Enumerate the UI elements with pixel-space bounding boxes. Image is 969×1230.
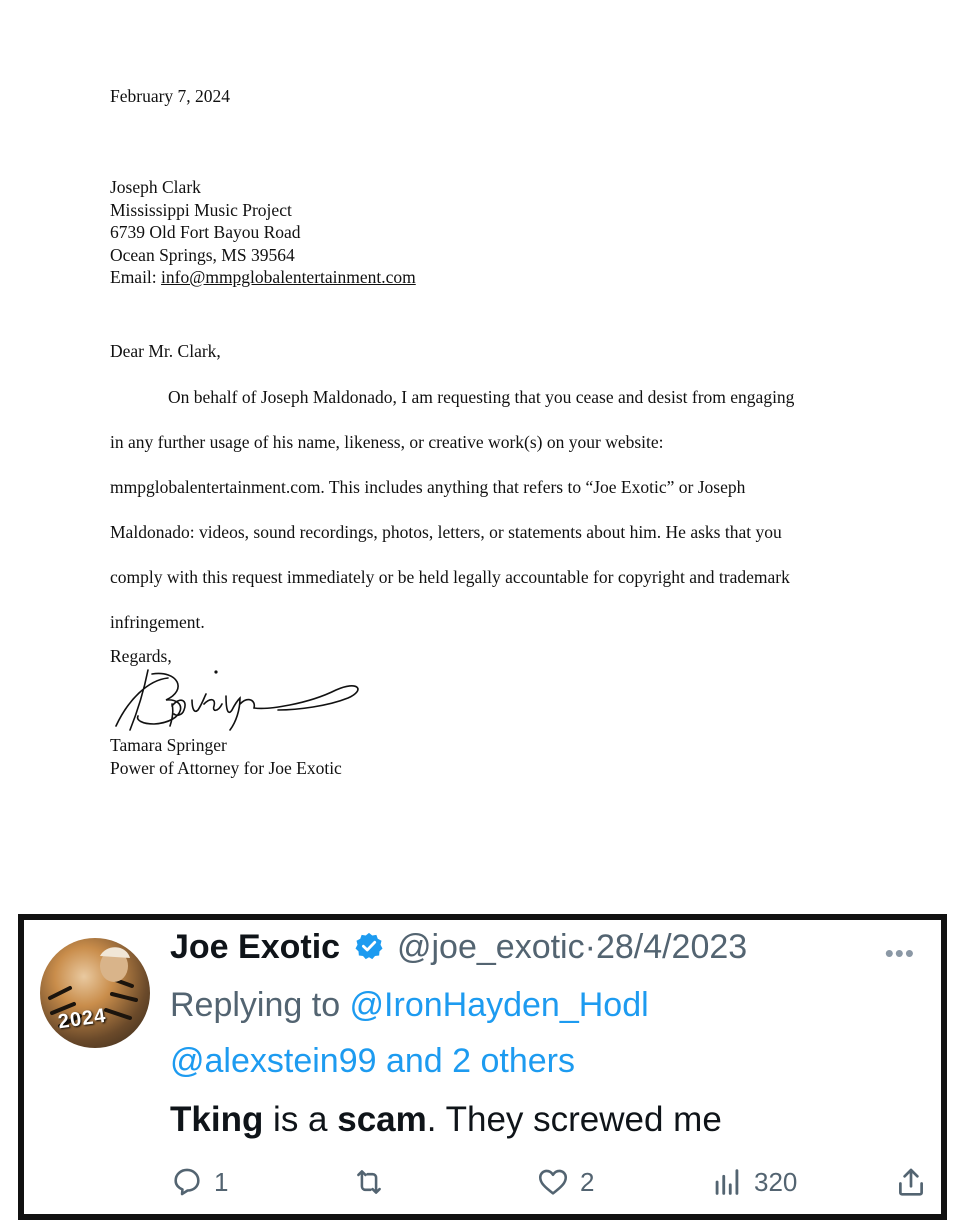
heart-icon (536, 1165, 570, 1199)
body-line: in any further usage of his name, likeness, or creative work(s) on your website: (110, 432, 664, 452)
verified-badge-icon (354, 931, 384, 961)
letter-body (110, 375, 875, 645)
reply-button[interactable] (170, 1165, 228, 1199)
replying-to-line (170, 986, 649, 1025)
views-count: 320 (754, 1166, 798, 1197)
tweet-text-mid: is a (263, 1100, 338, 1139)
body-line: On behalf of Joseph Maldonado, I am requesting that you cease and desist from engaging (168, 387, 795, 407)
closing: Regards, (110, 646, 172, 666)
body-line: infringement. (110, 612, 205, 632)
avatar[interactable] (40, 938, 150, 1048)
header-separator: · (584, 928, 596, 966)
signer-title: Power of Attorney for Joe Exotic (110, 757, 342, 778)
retweet-icon (352, 1165, 386, 1199)
recipient-organization: Mississippi Music Project (110, 199, 292, 220)
tweet-date[interactable]: 28/4/2023 (595, 928, 748, 966)
body-line: mmpglobalentertainment.com. This includes anything that refers to “Joe Exotic” or Joseph (110, 477, 746, 497)
body-line: Maldonado: videos, sound recordings, photos, letters, or statements about him. He asks that you (110, 522, 782, 542)
replying-others-line (170, 1042, 575, 1081)
recipient-city: Ocean Springs, MS 39564 (110, 244, 295, 265)
share-icon (894, 1165, 928, 1199)
reply-mention-link[interactable]: @IronHayden_Hodl (349, 986, 649, 1024)
letter-date: February 7, 2024 (110, 86, 231, 106)
body-line: comply with this request immediately or be held legally accountable for copyright and trademark (110, 567, 790, 587)
signer-name: Tamara Springer (110, 735, 227, 755)
like-button[interactable] (536, 1165, 594, 1199)
author-name[interactable]: Joe Exotic (170, 928, 341, 966)
salutation: Dear Mr. Clark, (110, 341, 221, 361)
recipient-street: 6739 Old Fort Bayou Road (110, 222, 301, 242)
author-handle[interactable]: @joe_exotic (396, 928, 585, 966)
reply-count: 1 (214, 1166, 229, 1197)
tweet-actions (170, 1165, 930, 1205)
retweet-button[interactable] (352, 1165, 386, 1199)
reply-others-link[interactable]: @alexstein99 and 2 others (170, 1042, 575, 1080)
tweet-text-bold-2: scam (337, 1100, 427, 1139)
email-label: Email: (110, 267, 162, 287)
tweet-text (170, 1100, 722, 1140)
signer-block (110, 734, 342, 779)
share-button[interactable] (894, 1165, 928, 1199)
tweet-text-end: . They screwed me (426, 1100, 722, 1139)
recipient-address (110, 176, 416, 289)
recipient-name: Joseph Clark (110, 177, 201, 197)
handwritten-signature (108, 660, 368, 744)
recipient-email-line (110, 266, 416, 289)
tweet-header (170, 928, 747, 967)
reply-icon (170, 1165, 204, 1199)
replying-prefix: Replying to (170, 986, 350, 1024)
more-options-icon[interactable]: ••• (884, 938, 915, 968)
like-count: 2 (580, 1166, 595, 1197)
views-button[interactable] (710, 1165, 797, 1199)
tiger-photo-icon (40, 938, 150, 1048)
tweet-screenshot (18, 914, 947, 1220)
analytics-icon (710, 1165, 744, 1199)
tweet-text-bold-1: Tking (170, 1100, 264, 1139)
avatar-year-label: 2024 (56, 1004, 108, 1034)
email-link[interactable]: info@mmpglobalentertainment.com (161, 267, 416, 287)
